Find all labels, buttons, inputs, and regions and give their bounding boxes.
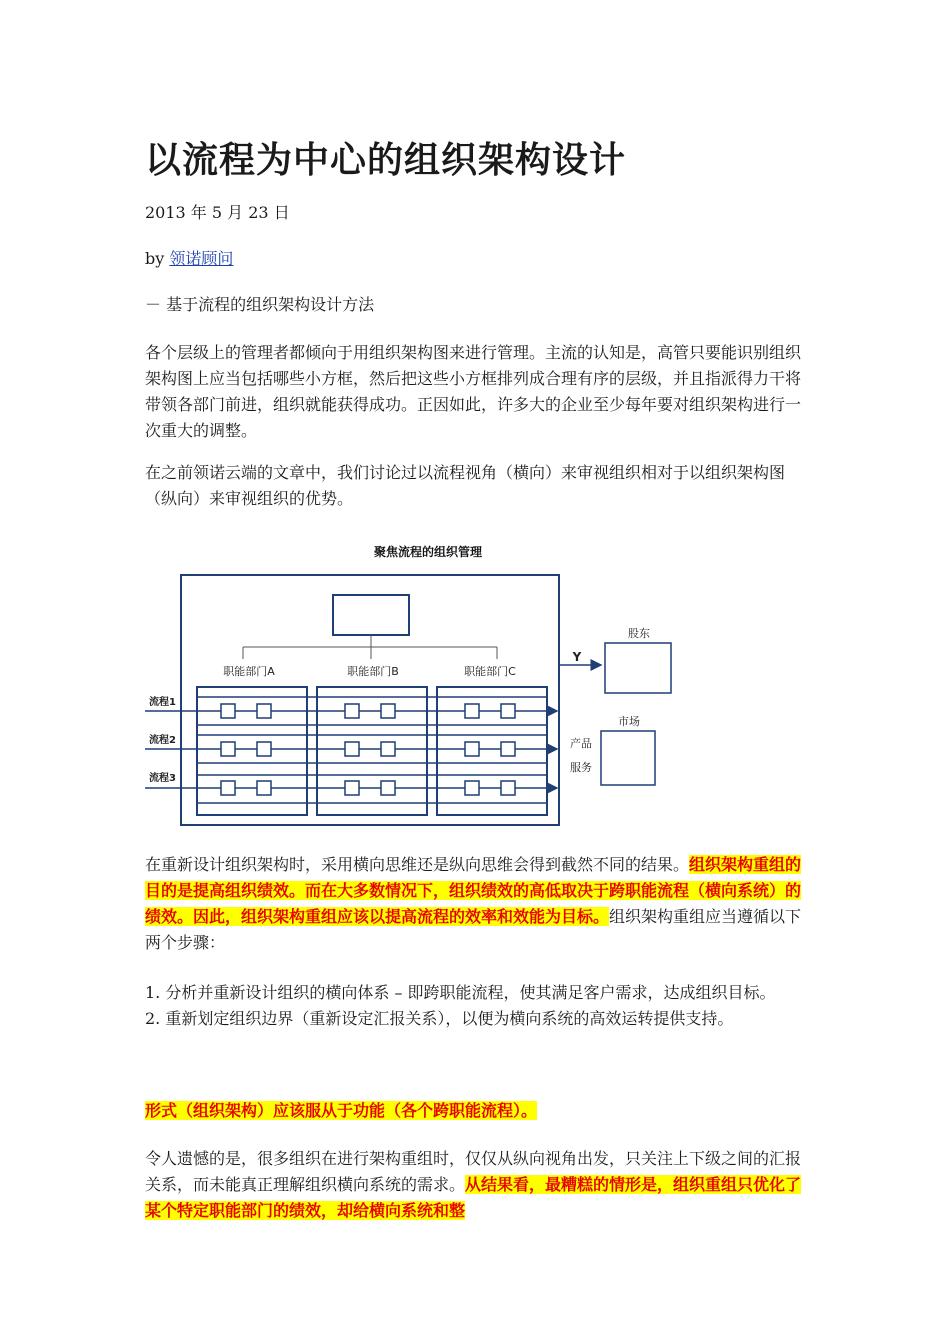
shareholders-box [605, 643, 671, 693]
product-label: 产品 [570, 737, 592, 750]
y-label: Y [572, 650, 582, 664]
dept-b-label: 职能部门B [347, 665, 399, 678]
market-box [601, 731, 655, 785]
author-link[interactable]: 领诺顾问 [169, 249, 234, 268]
diagram-title: 聚焦流程的组织管理 [373, 545, 483, 559]
market-label: 市场 [618, 715, 640, 728]
service-label: 服务 [570, 761, 592, 774]
dept-a-column [197, 687, 307, 815]
step-1: 1. 分析并重新设计组织的横向体系 – 即跨职能流程，使其满足客户需求，达成组织目标。 [145, 983, 776, 1002]
process-org-diagram [145, 535, 685, 835]
section-heading: － 基于流程的组织架构设计方法 [145, 295, 375, 314]
dept-b-column [317, 687, 427, 815]
byline-prefix: by [145, 249, 165, 268]
step-2: 2. 重新划定组织边界（重新设定汇报关系），以便为横向系统的高效运转提供支持。 [145, 1009, 734, 1028]
executive-box [333, 595, 409, 635]
paragraph-intro: 各个层级上的管理者都倾向于用组织架构图来进行管理。主流的认知是，高管只要能识别组织架构图上应当包括哪些小方框，然后把这些小方框排列成合理有序的层级，并且指派得力干将带领各部门前进，组织就能获得成功。正因如此，许多大的企业至少每年要对组织架构进行一次重大的调整。 [145, 343, 802, 440]
emphasis-line [145, 1098, 805, 1124]
regret-plain: 令人遗憾的是，很多组织在进行架构重组时，仅仅从纵向视角出发，只关注上下级之间的汇报关系，而未能真正理解组织横向系统的需求。 [145, 1149, 802, 1194]
dept-c-label: 职能部门C [464, 665, 516, 678]
redesign-intro: 在重新设计组织架构时，采用横向思维还是纵向思维会得到截然不同的结果。 [145, 855, 690, 874]
dept-a-label: 职能部门A [223, 665, 275, 678]
steps-list [145, 980, 805, 1032]
regret-highlight: 从结果看，最糟糕的情形是，组织重组只优化了某个特定职能部门的绩效，却给横向系统和整 [145, 1175, 802, 1220]
redesign-steps-lead: 组织架构重组应当遵循以下两个步骤： [145, 907, 802, 952]
paragraph-previous-article: 在之前领诺云端的文章中，我们讨论过以流程视角（横向）来审视组织相对于以组织架构图（纵向）来审视组织的优势。 [145, 463, 786, 508]
publish-date: 2013 年 5 月 23 日 [145, 203, 290, 222]
paragraph-redesign [145, 852, 805, 956]
shareholders-label: 股东 [628, 627, 650, 640]
dept-c-column [437, 687, 547, 815]
emphasis-text: 形式（组织架构）应该服从于功能（各个跨职能流程）。 [145, 1101, 538, 1120]
page-title: 以流程为中心的组织架构设计 [145, 140, 627, 181]
process-1-label: 流程1 [149, 697, 176, 708]
paragraph-regret [145, 1146, 805, 1224]
process-3-label: 流程3 [149, 773, 176, 784]
byline [145, 246, 233, 272]
process-2-label: 流程2 [149, 735, 176, 746]
redesign-highlight: 组织架构重组的目的是提高组织绩效。而在大多数情况下，组织绩效的高低取决于跨职能流程（横向系统）的绩效。因此，组织架构重组应该以提高流程的效率和效能为目标。 [145, 855, 802, 926]
